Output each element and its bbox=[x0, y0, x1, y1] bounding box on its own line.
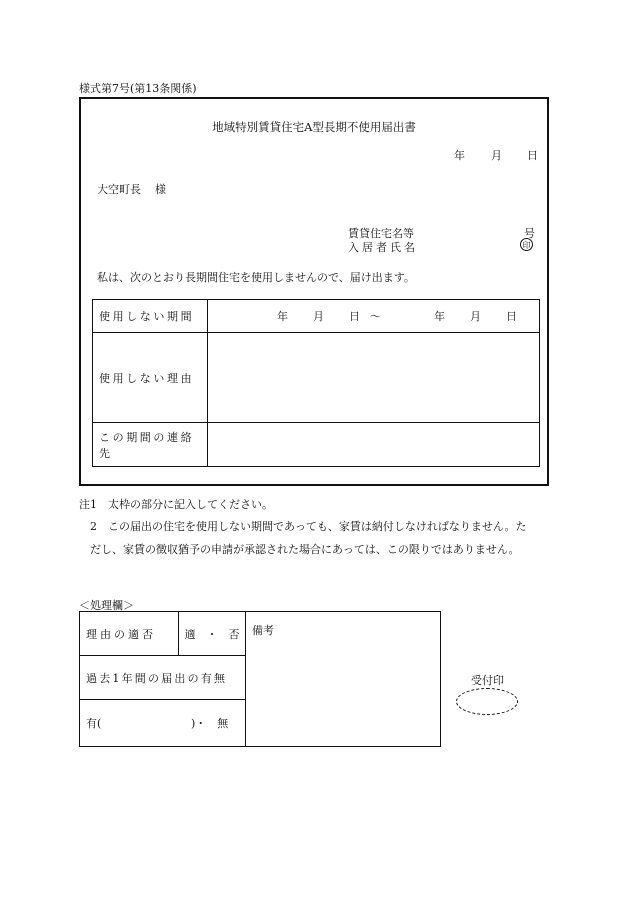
reason-suitability-label: 理由の適否 bbox=[80, 612, 179, 656]
period-field[interactable] bbox=[208, 300, 540, 333]
period-year-start: 年 bbox=[277, 310, 288, 323]
seal-mark[interactable]: 印 bbox=[520, 238, 533, 251]
declaration-statement: 私は、次のとおり長期間住宅を使用しませんので、届け出ます。 bbox=[97, 271, 415, 284]
period-label: 使用しない期間 bbox=[93, 300, 208, 333]
reason-field[interactable] bbox=[208, 333, 540, 423]
house-name-label: 賃貸住宅名等 bbox=[348, 227, 414, 240]
document-title: 地域特別賃貸住宅A型長期不使用届出書 bbox=[212, 120, 416, 134]
resident-name-label: 入居者氏名 bbox=[348, 241, 418, 254]
period-year-end: 年 bbox=[434, 310, 445, 323]
remarks-label: 備考 bbox=[252, 624, 274, 637]
receipt-stamp-label: 受付印 bbox=[471, 674, 504, 687]
note-2-line-1: 2 この届出の住宅を使用しない期間であっても、家賃は納付しなければなりません。た bbox=[90, 520, 527, 533]
period-month-start: 月 bbox=[313, 310, 324, 323]
period-month-end: 月 bbox=[470, 310, 481, 323]
period-day-start: 日 bbox=[349, 310, 360, 323]
note-1: 注1 太枠の部分に記入してください。 bbox=[79, 498, 273, 511]
processing-heading: ＜処理欄＞ bbox=[79, 599, 134, 612]
form-number-label: 様式第7号(第13条関係) bbox=[79, 82, 197, 95]
receipt-stamp-area[interactable] bbox=[456, 688, 518, 715]
date-month[interactable]: 月 bbox=[491, 149, 502, 162]
addressee-honorific: 様 bbox=[155, 183, 166, 196]
period-day-end: 日 bbox=[506, 310, 517, 323]
yes-open: 有( bbox=[86, 717, 102, 730]
application-frame bbox=[79, 97, 549, 486]
yes-no-field[interactable] bbox=[80, 700, 246, 747]
period-tilde: ～ bbox=[370, 310, 381, 323]
note-2-line-2: だし、家賃の徴収猶予の申請が承認された場合にあっては、この限りではありません。 bbox=[90, 543, 520, 556]
processing-table bbox=[79, 611, 441, 747]
contact-label: この期間の連絡先 bbox=[93, 423, 208, 467]
details-table bbox=[92, 299, 540, 467]
addressee-name: 大空町長 bbox=[97, 183, 141, 196]
remarks-cell[interactable] bbox=[246, 612, 441, 747]
house-number-field[interactable]: 号 bbox=[524, 227, 535, 240]
contact-field[interactable] bbox=[208, 423, 540, 467]
reason-label: 使用しない理由 bbox=[93, 333, 208, 423]
past-year-label: 過去1年間の届出の有無 bbox=[80, 656, 246, 700]
date-year[interactable]: 年 bbox=[454, 149, 465, 162]
suitability-options[interactable]: 適 ・ 否 bbox=[179, 612, 246, 656]
yes-close-no: )・ 無 bbox=[191, 717, 229, 730]
date-day[interactable]: 日 bbox=[527, 149, 538, 162]
